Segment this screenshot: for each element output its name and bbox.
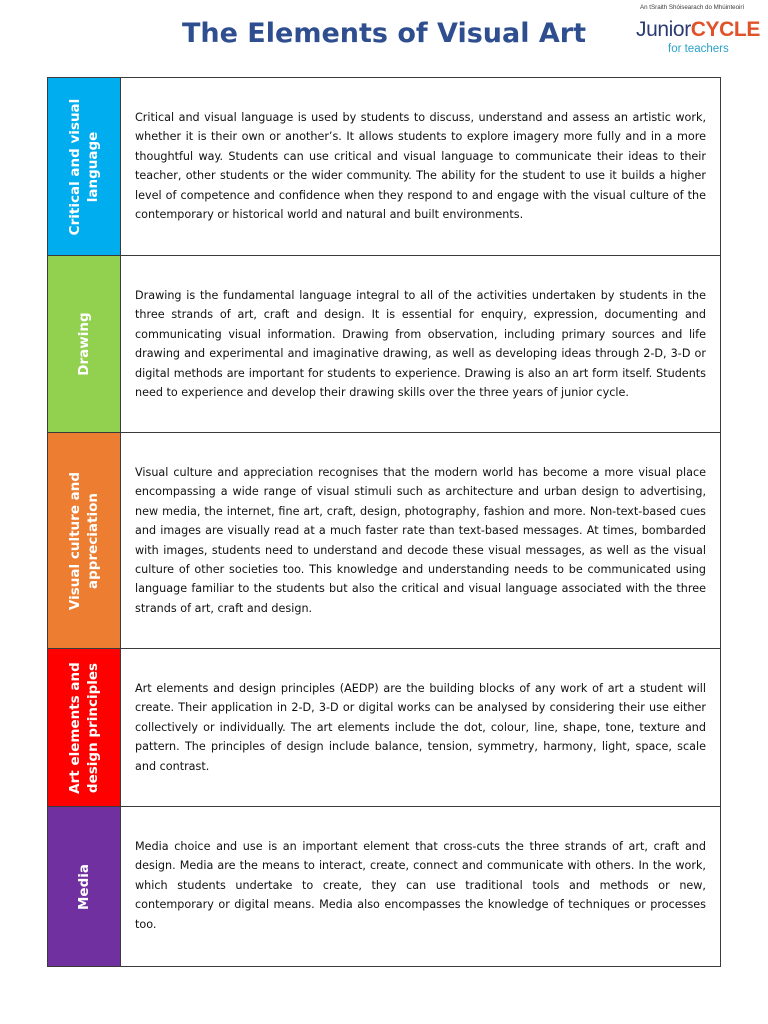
- table-row: [48, 256, 721, 433]
- logo-tagline: An tSraith Shóisearach do Mhúinteoirí: [640, 4, 745, 11]
- page-title: The Elements of Visual Art: [181, 18, 587, 49]
- row-label: Media: [76, 863, 92, 910]
- table-row: [48, 78, 721, 256]
- row-description: Art elements and design principles (AEDP) are the building blocks of any work of art a student will create. Their application in 2-D, 3-D or digital works can be analysed by considering their use either collectively or individually. The art elements include the dot, colour, line, shape, tone, texture and pattern. The principles of design include balance, tension, symmetry, harmony, light, space, scale and contrast.: [135, 682, 706, 773]
- row-label-cell: [48, 807, 121, 967]
- logo-wordmark: [636, 18, 760, 42]
- junior-cycle-logo: [636, 4, 764, 58]
- row-label-cell: [48, 433, 121, 649]
- row-label: Drawing: [76, 312, 92, 376]
- row-description-cell: [121, 78, 721, 256]
- table-row: [48, 649, 721, 807]
- row-description-cell: [121, 256, 721, 433]
- row-description: Media choice and use is an important element that cross-cuts the three strands of art, craft and design. Media are the means to interact, create, connect and communicate with others. In the work, which students undertake to create, they can use traditional tools and methods or new, contemporary or digital means. Media also encompasses the knowledge of techniques or processes too.: [135, 840, 706, 931]
- logo-word-junior: Junior: [636, 18, 691, 41]
- row-label: Visual culture and appreciation: [67, 471, 101, 610]
- row-description-cell: [121, 433, 721, 649]
- row-description: Visual culture and appreciation recognises that the modern world has become a more visual place encompassing a wide range of visual stimuli such as architecture and urban design to advertising, new media, the internet, fine art, craft, design, photography, fashion and more. Non-text-based cues and images are visually read at a much faster rate than text-based messages. At times, bombarded with images, students need to understand and decode these visual messages, as well as the visual culture of other societies too. This knowledge and understanding needs to be communicated using language familiar to the students but also the critical and visual language associated with the three strands of art, craft and design.: [135, 466, 706, 615]
- logo-subtitle: for teachers: [668, 43, 729, 55]
- row-description-cell: [121, 807, 721, 967]
- row-description: Drawing is the fundamental language integral to all of the activities undertaken by students in the three strands of art, craft and design. It is essential for enquiry, expression, documenting and communicating visual information. Drawing from observation, including primary sources and life drawing and experimental and imaginative drawing, as well as developing ideas through 2-D, 3-D or digital methods are important for students to experience. Drawing is also an art form itself. Students need to experience and develop their drawing skills over the three years of junior cycle.: [135, 289, 706, 400]
- elements-table: [47, 77, 721, 967]
- row-description-cell: [121, 649, 721, 807]
- row-label-cell: [48, 78, 121, 256]
- table-row: [48, 807, 721, 967]
- row-label-cell: [48, 649, 121, 807]
- row-label-cell: [48, 256, 121, 433]
- row-label: Art elements and design principles: [67, 661, 101, 794]
- row-label: Critical and visual language: [67, 98, 101, 235]
- table-row: [48, 433, 721, 649]
- row-description: Critical and visual language is used by students to discuss, understand and assess an artistic work, whether it is their own or another’s. It allows students to explore imagery more fully and in a more thoughtful way. Students can use critical and visual language to communicate their ideas to their teacher, other students or the wider community. The ability for the student to use it builds a higher level of competence and confidence when they respond to and engage with the visual culture of the contemporary or historical world and natural and built environments.: [135, 111, 706, 222]
- logo-word-cycle: CYCLE: [690, 18, 760, 41]
